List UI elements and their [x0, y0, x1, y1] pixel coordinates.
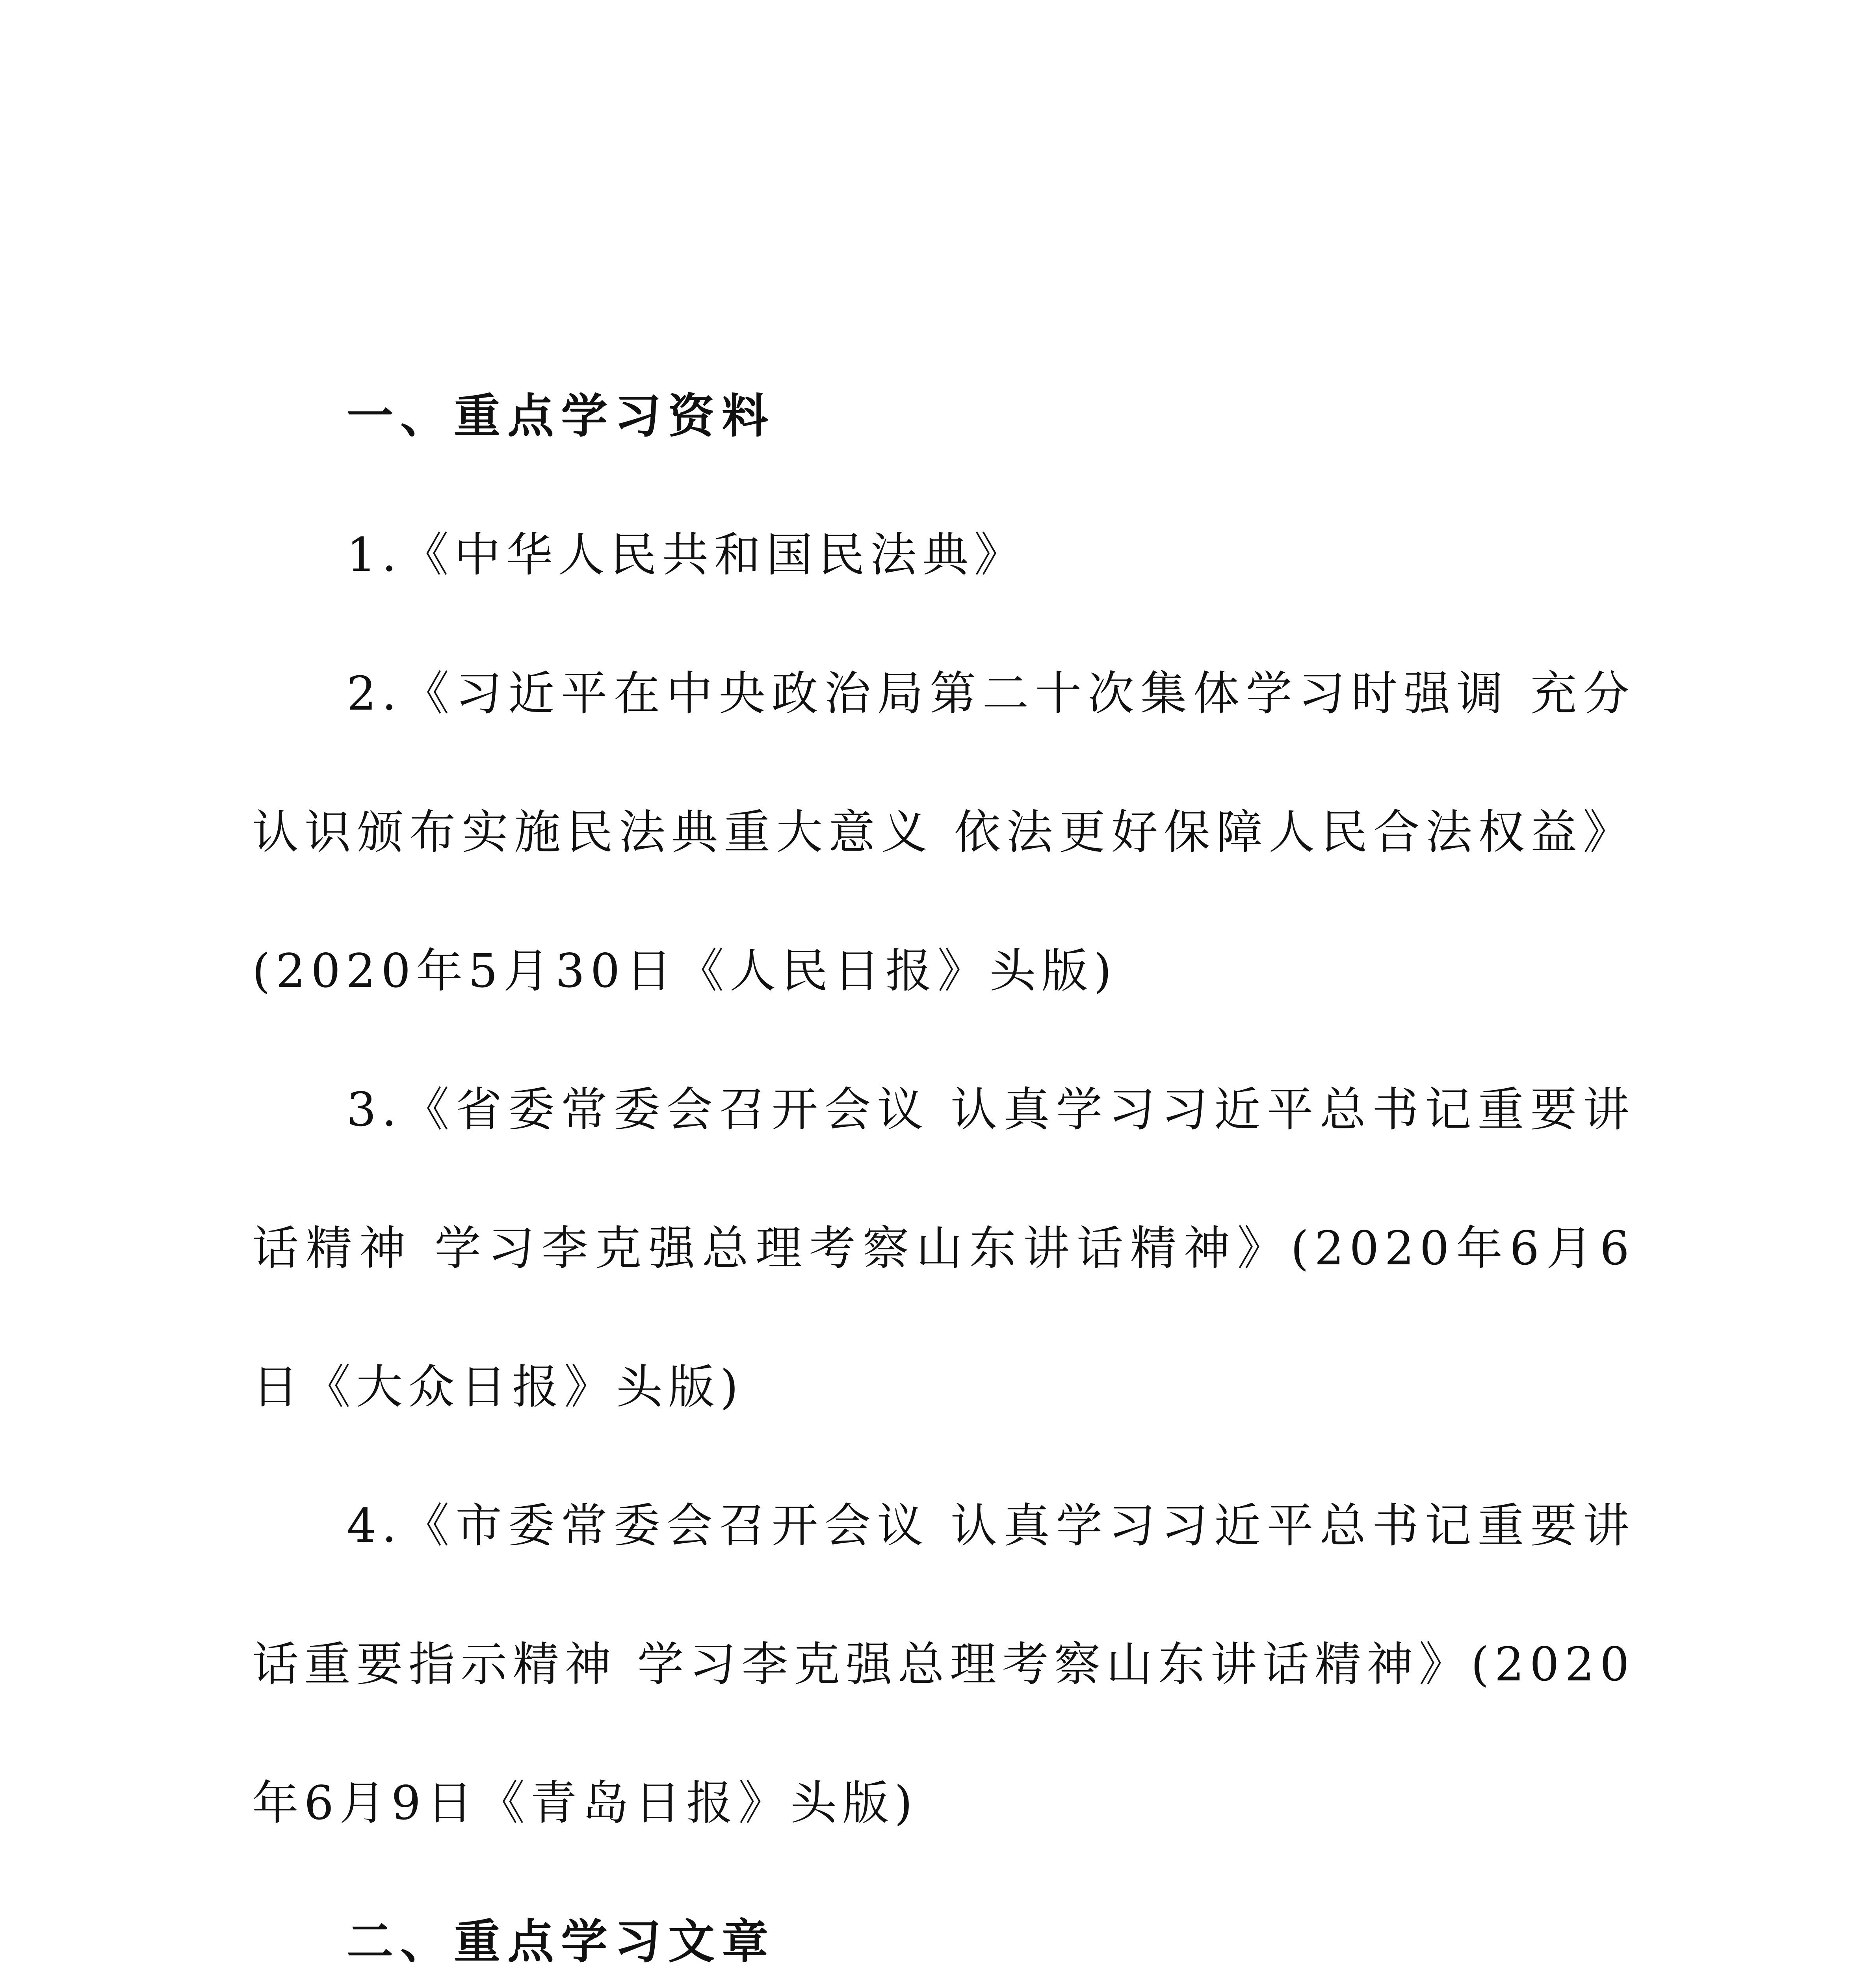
material-item-3: 3.《省委常委会召开会议 认真学习习近平总书记重要讲话精神 学习李克强总理考察山东讲话精神》(2020年6月6日《大众日报》头版) — [252, 1082, 1635, 1414]
section-heading-study-articles: 二、重点学习文章 — [347, 1914, 776, 1969]
material-item-2: 2.《习近平在中央政治局第二十次集体学习时强调 充分认识颁布实施民法典重大意义 依法更好保障人民合法权益》(2020年5月30日《人民日报》头版) — [252, 666, 1635, 998]
material-item-4: 4.《市委常委会召开会议 认真学习习近平总书记重要讲话重要指示精神 学习李克强总理考察山东讲话精神》(2020年6月9日《青岛日报》头版) — [252, 1498, 1635, 1830]
section-heading-study-materials: 一、重点学习资料 — [347, 389, 776, 443]
document-body — [252, 347, 1635, 1970]
material-item-1: 1.《中华人民共和国民法典》 — [347, 528, 1026, 582]
